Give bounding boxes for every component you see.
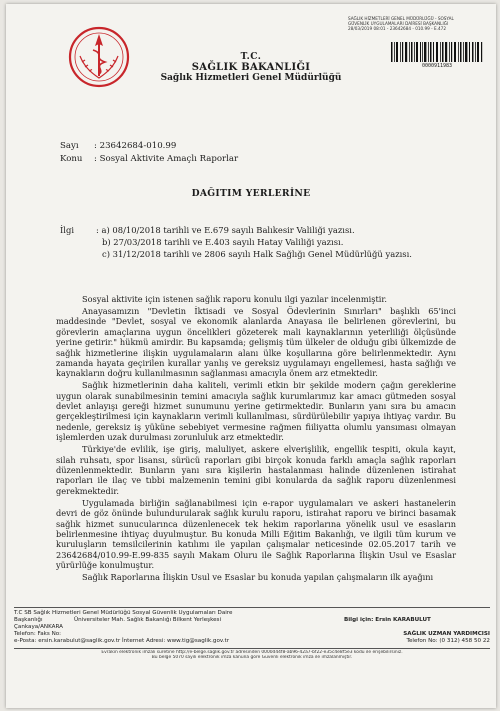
esign-verify-line[interactable]: Evrakın elektronik imzalı suretine http://e-belge.saglik.gov.tr adresinden 0000d44f8-ab96-42a7-bf22-e35c4e8f5e3 kodu ile erişebilirsiniz. xyxy=(101,650,403,655)
body-paragraph: Sosyal aktivite için istenen sağlık raporu konulu ilgi yazılar incelenmiştir. xyxy=(82,294,387,304)
letter-body xyxy=(56,294,456,584)
esign-law-line: Bu belge 5070 sayılı elektronik imza kanuna göre Güvenli elektronik imza ile imzalanmıştır. xyxy=(151,655,353,661)
footer-telephone: Telefon No: (0 312) 458 50 22 xyxy=(406,638,490,644)
letterhead-ministry: SAĞLIK BAKANLIĞI xyxy=(191,62,311,73)
ilgi-item: b) 27/03/2018 tarihli ve E.403 sayılı Hatay Valiliği yazısı. xyxy=(102,237,344,247)
sayi-label: Sayı xyxy=(60,141,79,151)
body-paragraph: Türkiye'de evlilik, işe giriş, maluliyet, askere elverişlilik, engellik tespiti, okula kayıt, silah ruhsatı, spor lisansı, sürücü raporları gibi birçok konuda farklı amaçla sağlık raporları düzenlenmektedir. Bunların yanı sıra kişilerin hastalanması halinde düzenlenen istirahat raporları ile ilaç ve tıbbi malzemenin temini gibi konularda da sağlık raporu düzenlenmesi gerekmektedir. xyxy=(56,444,456,496)
barcode-icon xyxy=(389,42,485,62)
body-paragraph: Sağlık hizmetlerinin daha kaliteli, verimli etkin bir şekilde modern çağın gereklerine uygun olarak sunabilmesinin temini amacıyla sağlık kurumlarımız kar amacı gütmeden sosyal devlet anlayışı gereği hizmet sunumunu yerine getirmektedir. Bunların yanı sıra bu amacın gerçekleştirilmesi için kaynakların verimli kullanılması, sürdürülebilir yapıya ihtiyaç vardır. Bu nedenle, gereksiz iş yüküne sebebiyet vermesine rağmen fiiliyatta olumlu yansıması olmayan işlemlerden uzak durulması zorunluluk arz etmektedir. xyxy=(56,380,456,443)
footer xyxy=(14,610,490,645)
barcode-number: 0000911983 xyxy=(421,63,453,69)
footer-address-line: Başkanlığı xyxy=(14,617,43,623)
body-paragraph: Sağlık Raporlarına İlişkin Usul ve Esaslar bu konuda yapılan çalışmaların ilk ayağını xyxy=(82,572,434,583)
esign-note xyxy=(14,650,490,660)
footer-contact-person: Bilgi için: Ersin KARABULUT xyxy=(344,617,431,623)
stamp-line: 28/03/2019 08:01 - 23642684 - 010.99 - E.472 xyxy=(348,26,446,31)
footer-city: Çankaya/ANKARA xyxy=(14,624,63,630)
footer-divider xyxy=(14,648,490,649)
konu-row xyxy=(60,154,238,164)
letterhead-directorate: Sağlık Hizmetleri Genel Müdürlüğü xyxy=(160,73,342,83)
footer-email-link[interactable]: e-Posta: ersin.karabulut@saglik.gov.tr İnternet Adresi: www.tig@saglik.gov.tr xyxy=(14,638,230,644)
footer-phone-fax: Telefon: Faks No: xyxy=(14,631,62,637)
distribution-title: DAĞITIM YERLERİNE xyxy=(191,188,311,199)
footer-address-line: T.C SB Sağlık Hizmetleri Genel Müdürlüğü Sosyal Güvenlik Uygulamaları Daire xyxy=(14,610,233,616)
konu-value: : Sosyal Aktivite Amaçlı Raporlar xyxy=(94,154,239,164)
ilgi-label: İlgi xyxy=(60,225,75,235)
footer-address-line: Üniversiteler Mah. Sağlık Bakanlığı Bilkent Yerleşkesi xyxy=(74,617,222,623)
document-page xyxy=(6,4,496,708)
konu-label: Konu xyxy=(60,154,83,164)
stamp-line: GÜVENLİK UYGULAMALARI DAİRESİ BAŞKANLIĞI xyxy=(348,21,449,26)
body-paragraph: Uygulamada birliğin sağlanabilmesi için e-rapor uygulamaları ve askeri hastanelerin devri de göz önünde bulundurularak sağlık kurulu raporu, istirahat raporu ve birinci basamak sağlık hizmet sunucularınca düzenlenecek tek hekim raporlarına yönelik usul ve esasların belirlenmesine ihtiyaç duyulmuştur. Bu konuda Milli Eğitim Bakanlığı, ve ilgili tüm kurum ve kuruluşların temsilcilerinin katılımı ile yapılan çalışmalar neticesinde 02.05.2017 tarih ve 23642684/010.99-E.99-835 sayılı Makam Oluru ile Sağlık Raporlarına İlişkin Usul ve Esaslar yürürlüğe konulmuştur. xyxy=(56,497,456,571)
footer-contact-title: SAĞLIK UZMAN YARDIMCISI xyxy=(403,631,490,637)
stamp-line: SAĞLIK HİZMETLERİ GENEL MÜDÜRLÜĞÜ - SOSYAL xyxy=(348,16,454,21)
ilgi-item: : a) 08/10/2018 tarihli ve E.679 sayılı Balıkesir Valiliği yazısı. xyxy=(96,225,355,235)
letterhead-tc: T.C. xyxy=(240,52,262,62)
ilgi-item: c) 31/12/2018 tarihli ve 2806 sayılı Halk Sağlığı Genel Müdürlüğü yazısı. xyxy=(102,249,412,259)
sayi-row xyxy=(60,141,176,151)
footer-divider xyxy=(14,607,490,608)
document-stamp xyxy=(348,16,488,31)
sayi-value: : 23642684-010.99 xyxy=(94,141,177,151)
body-paragraph: Anayasamızın "Devletin İktisadi ve Sosyal Ödevlerinin Sınırları" başlıklı 65'inci maddesinde "Devlet, sosyal ve ekonomik alanlarda Anayasa ile belirlenen görevlerini, bu görevlerin amaçlarına uygun öncelikleri gözeterek mali kaynaklarının yeterliliği ölçüsünde yerine getirir." hükmü amirdir. Bu kapsamda; gelişmiş tüm ülkeler de olduğu gibi ülkemizde de sağlık hizmetlerine ilişkin uygulamaların alanı ülke koşullarına göre belirlenmektedir. Aynı zamanda hayata geçirilen kurallar yanlış ve gereksiz uygulamayı engellemesi, hasta sağlığı ve kaynakların doğru kullanılmasının sağlanması amacıyla önem arz etmektedir. xyxy=(56,305,456,379)
